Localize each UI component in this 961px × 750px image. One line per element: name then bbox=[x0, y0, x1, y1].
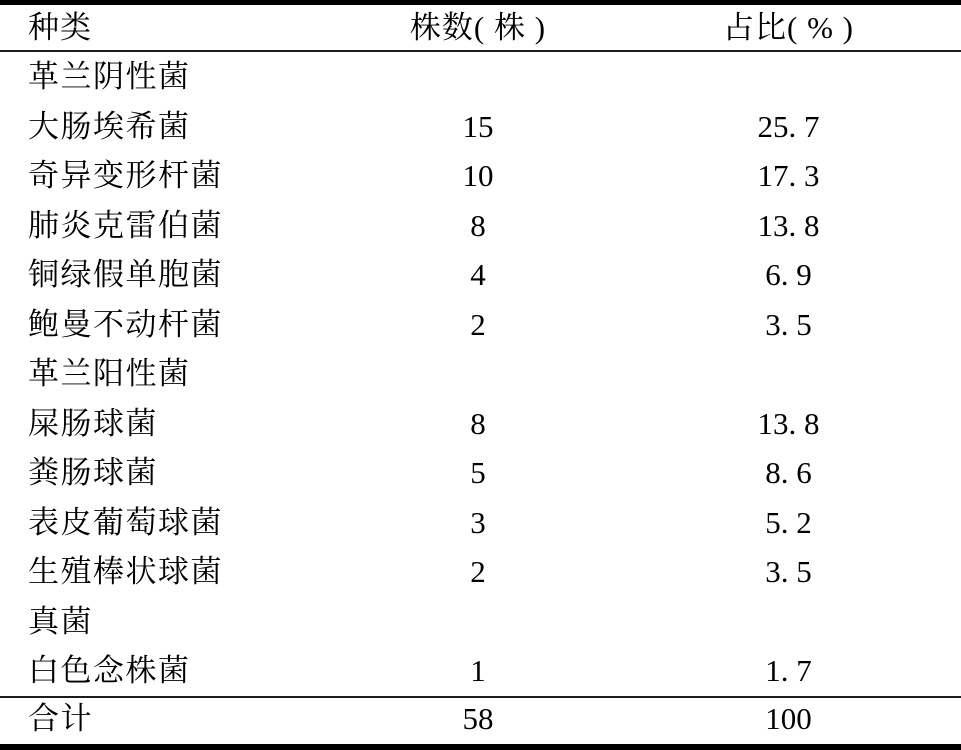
percent-cell: 17. 3 bbox=[757, 158, 820, 194]
species-cell: 屎肠球菌 bbox=[28, 405, 158, 441]
percent-cell: 1. 7 bbox=[765, 653, 812, 689]
total-count: 58 bbox=[462, 701, 494, 736]
count-cell: 4 bbox=[470, 257, 486, 293]
species-cell: 奇异变形杆菌 bbox=[28, 158, 223, 194]
count-cell: 1 bbox=[470, 653, 486, 689]
table-row bbox=[0, 547, 961, 597]
percent-cell: 3. 5 bbox=[765, 554, 812, 590]
total-percent: 100 bbox=[765, 701, 812, 736]
table-row-group-gram-negative bbox=[0, 52, 961, 102]
table-total-row bbox=[0, 696, 961, 740]
species-cell: 大肠埃希菌 bbox=[28, 108, 191, 144]
header-percent: 占比( % ) bbox=[723, 10, 854, 45]
species-cell: 肺炎克雷伯菌 bbox=[28, 207, 223, 243]
table-row bbox=[0, 448, 961, 498]
species-cell: 铜绿假单胞菌 bbox=[28, 257, 223, 293]
header-species: 种类 bbox=[28, 10, 92, 45]
table-row bbox=[0, 250, 961, 300]
species-cell: 表皮葡萄球菌 bbox=[28, 504, 223, 540]
species-cell: 粪肠球菌 bbox=[28, 455, 158, 491]
species-cell: 生殖棒状球菌 bbox=[28, 554, 223, 590]
table-row-group-fungi bbox=[0, 597, 961, 647]
count-cell: 2 bbox=[470, 306, 486, 342]
species-cell: 革兰阴性菌 bbox=[28, 59, 191, 95]
percent-cell: 13. 8 bbox=[757, 207, 820, 243]
species-cell: 革兰阳性菌 bbox=[28, 356, 191, 392]
count-cell: 15 bbox=[462, 108, 494, 144]
table-row bbox=[0, 300, 961, 350]
percent-cell: 8. 6 bbox=[765, 455, 812, 491]
species-cell: 白色念株菌 bbox=[28, 653, 191, 689]
percent-cell: 25. 7 bbox=[757, 108, 820, 144]
count-cell: 8 bbox=[470, 207, 486, 243]
count-cell: 8 bbox=[470, 405, 486, 441]
header-count: 株数( 株 ) bbox=[409, 10, 547, 45]
table-row bbox=[0, 498, 961, 548]
table-row bbox=[0, 151, 961, 201]
count-cell: 2 bbox=[470, 554, 486, 590]
percent-cell: 13. 8 bbox=[757, 405, 820, 441]
table-row bbox=[0, 102, 961, 152]
table-row-group-gram-positive bbox=[0, 349, 961, 399]
percent-cell: 5. 2 bbox=[765, 504, 812, 540]
table-header-row bbox=[0, 5, 961, 52]
table-row bbox=[0, 646, 961, 696]
total-label: 合计 bbox=[28, 701, 93, 736]
percent-cell: 3. 5 bbox=[765, 306, 812, 342]
percent-cell: 6. 9 bbox=[765, 257, 812, 293]
count-cell: 5 bbox=[470, 455, 486, 491]
species-cell: 真菌 bbox=[28, 603, 93, 639]
count-cell: 10 bbox=[462, 158, 494, 194]
table-row bbox=[0, 201, 961, 251]
table-row bbox=[0, 399, 961, 449]
species-cell: 鲍曼不动杆菌 bbox=[28, 306, 223, 342]
count-cell: 3 bbox=[470, 504, 486, 540]
